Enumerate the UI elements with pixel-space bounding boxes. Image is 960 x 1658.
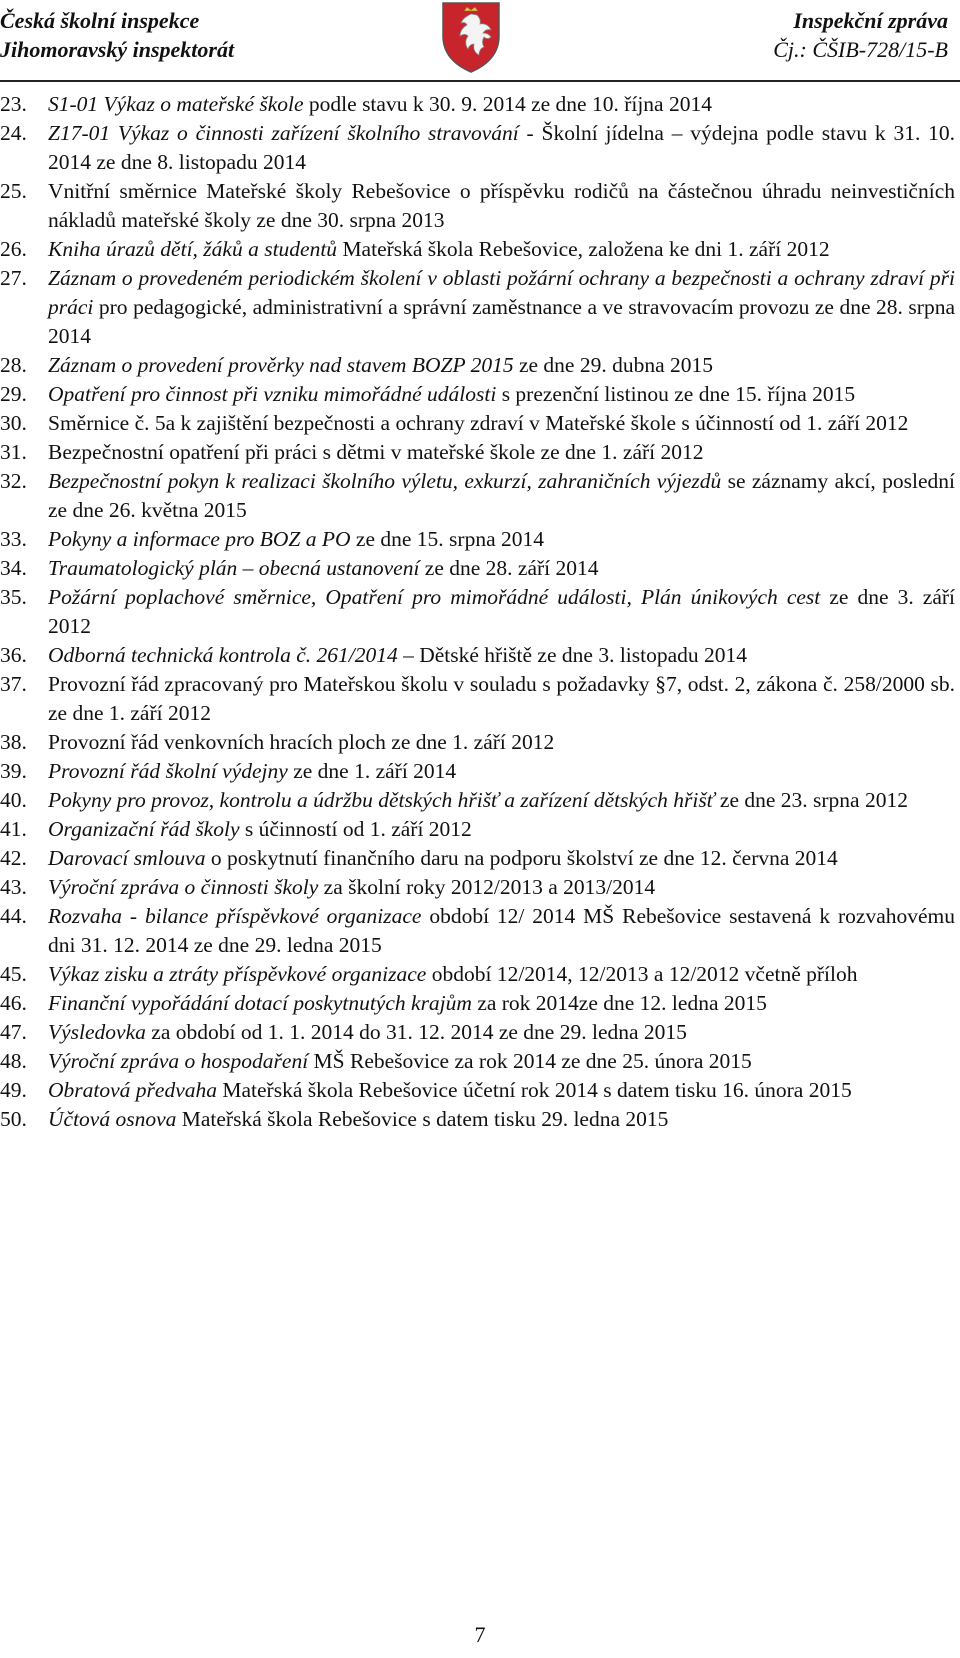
document-details: Mateřská škola Rebešovice účetní rok 2014 s datem tisku 16. února 2015	[217, 1078, 852, 1102]
document-title: Organizační řád školy	[48, 817, 240, 841]
page-header	[0, 0, 960, 88]
document-title: Pokyny a informace pro BOZ a PO	[48, 527, 351, 551]
item-number: 26.	[0, 237, 27, 261]
list-item	[0, 1105, 955, 1134]
document-details: Vnitřní směrnice Mateřské školy Rebešovice o příspěvku rodičů na částečnou úhradu neinvestičních nákladů mateřské školy ze dne 30. srpna 2013	[48, 179, 955, 232]
document-details: ze dne 28. září 2014	[419, 556, 599, 580]
document-title: Provozní řád školní výdejny	[48, 759, 288, 783]
document-details: za období od 1. 1. 2014 do 31. 12. 2014 ze dne 29. ledna 2015	[145, 1020, 687, 1044]
document-details: ze dne 29. dubna 2015	[513, 353, 713, 377]
document-details: se záznamy akcí, poslední ze dne 26. května 2015	[48, 469, 955, 522]
document-title: Výroční zpráva o hospodaření	[48, 1049, 309, 1073]
document-title: Výkaz zisku a ztráty příspěvkové organizace	[48, 962, 427, 986]
document-details: podle stavu k 30. 9. 2014 ze dne 10. října 2014	[303, 92, 712, 116]
document-title: Finanční vypořádání dotací poskytnutých krajům	[48, 991, 472, 1015]
item-number: 39.	[0, 759, 27, 783]
list-item	[0, 1018, 955, 1047]
document-title: Z17-01 Výkaz o činnosti zařízení školního stravování	[48, 121, 519, 145]
document-details: Mateřská škola Rebešovice, založena ke dni 1. září 2012	[337, 237, 830, 261]
document-title: Kniha úrazů dětí, žáků a studentů	[48, 237, 338, 261]
list-item	[0, 844, 955, 873]
page-number: 7	[474, 1622, 486, 1647]
list-item	[0, 525, 955, 554]
document-details: ze dne 15. srpna 2014	[350, 527, 544, 551]
document-details: ze dne 1. září 2014	[287, 759, 457, 783]
item-number: 31.	[0, 440, 27, 464]
document-title: Pokyny pro provoz, kontrolu a údržbu dětských hřišť a zařízení dětských hřišť	[48, 788, 715, 812]
document-details: o poskytnutí finančního daru na podporu školství ze dne 12. června 2014	[205, 846, 838, 870]
item-number: 41.	[0, 817, 27, 841]
document-details: Mateřská škola Rebešovice s datem tisku 29. ledna 2015	[176, 1107, 669, 1131]
list-item	[0, 815, 955, 844]
header-rule	[0, 80, 960, 82]
document-details: za rok 2014ze dne 12. ledna 2015	[471, 991, 767, 1015]
item-number: 38.	[0, 730, 27, 754]
list-item	[0, 873, 955, 902]
document-details: - Školní jídelna – výdejna podle stavu k 31. 10. 2014 ze dne 8. listopadu 2014	[48, 121, 955, 174]
document-details: za školní roky 2012/2013 a 2013/2014	[318, 875, 656, 899]
document-details: ze dne 3. září 2012	[48, 585, 956, 638]
document-title: Záznam o provedeném periodickém školení v oblasti požární ochrany a bezpečnosti a ochrany zdraví při práci	[48, 266, 955, 319]
list-item	[0, 177, 955, 235]
list-item	[0, 90, 955, 119]
document-details: Bezpečnostní opatření při práci s dětmi v mateřské škole ze dne 1. září 2012	[48, 440, 704, 464]
item-number: 27.	[0, 266, 27, 290]
document-title: Výroční zpráva o činnosti školy	[48, 875, 319, 899]
inspectorate-name: Jihomoravský inspektorát	[0, 37, 235, 62]
document-title: Záznam o provedení prověrky nad stavem BOZP 2015	[48, 353, 514, 377]
list-item	[0, 902, 955, 960]
document-title: Opatření pro činnost při vzniku mimořádné události	[48, 382, 497, 406]
item-number: 34.	[0, 556, 27, 580]
item-number: 37.	[0, 672, 27, 696]
list-item	[0, 757, 955, 786]
item-number: 46.	[0, 991, 27, 1015]
document-title: Požární poplachové směrnice, Opatření pro mimořádné události, Plán únikových cest	[48, 585, 821, 609]
document-details: období 12/ 2014 MŠ Rebešovice sestavená k rozvahovému dni 31. 12. 2014 ze dne 29. ledna 2015	[48, 904, 956, 957]
document-details: období 12/2014, 12/2013 a 12/2012 včetně příloh	[426, 962, 858, 986]
item-number: 30.	[0, 411, 27, 435]
item-number: 48.	[0, 1049, 27, 1073]
document-details: Provozní řád venkovních hracích ploch ze dne 1. září 2012	[48, 730, 555, 754]
list-item	[0, 467, 955, 525]
item-number: 25.	[0, 179, 27, 203]
list-item	[0, 989, 955, 1018]
item-number: 32.	[0, 469, 27, 493]
item-number: 24.	[0, 121, 27, 145]
item-number: 28.	[0, 353, 27, 377]
item-number: 47.	[0, 1020, 27, 1044]
document-details: MŠ Rebešovice za rok 2014 ze dne 25. února 2015	[308, 1049, 752, 1073]
item-number: 50.	[0, 1107, 27, 1131]
document-title: Odborná technická kontrola č. 261/2014	[48, 643, 398, 667]
inspection-name: Česká školní inspekce	[0, 8, 200, 33]
report-type: Inspekční zpráva	[793, 8, 948, 33]
list-item	[0, 1047, 955, 1076]
list-item	[0, 409, 955, 438]
list-item	[0, 235, 955, 264]
item-number: 44.	[0, 904, 27, 928]
list-item	[0, 119, 955, 177]
list-item	[0, 554, 955, 583]
list-item	[0, 351, 955, 380]
document-details: s prezenční listinou ze dne 15. října 2015	[496, 382, 856, 406]
item-number: 29.	[0, 382, 27, 406]
item-number: 36.	[0, 643, 27, 667]
item-number: 45.	[0, 962, 27, 986]
item-number: 35.	[0, 585, 27, 609]
document-title: Traumatologický plán – obecná ustanovení	[48, 556, 420, 580]
list-item	[0, 438, 955, 467]
document-details: Směrnice č. 5a k zajištění bezpečnosti a ochrany zdraví v Mateřské škole s účinností od 1. září 2012	[48, 411, 909, 435]
item-number: 43.	[0, 875, 27, 899]
document-title: Darovací smlouva	[48, 846, 206, 870]
document-title: Účtová osnova	[48, 1107, 177, 1131]
list-item	[0, 380, 955, 409]
item-number: 49.	[0, 1078, 27, 1102]
document-details: s účinností od 1. září 2012	[239, 817, 472, 841]
document-title: Výsledovka	[48, 1020, 146, 1044]
list-item	[0, 960, 955, 989]
document-title: Rozvaha - bilance příspěvkové organizace	[48, 904, 422, 928]
item-number: 40.	[0, 788, 27, 812]
document-details: Provozní řád zpracovaný pro Mateřskou školu v souladu s požadavky §7, odst. 2, zákona č. 258/2000 sb. ze dne 1. září 2012	[48, 672, 955, 725]
document-title: S1-01 Výkaz o mateřské škole	[48, 92, 304, 116]
header-right	[773, 6, 948, 64]
list-item	[0, 264, 955, 351]
item-number: 23.	[0, 92, 27, 116]
czech-coat-of-arms-icon	[440, 0, 502, 74]
document-list	[0, 90, 955, 1134]
header-left	[0, 6, 234, 64]
document-details: pro pedagogické, administrativní a správní zaměstnance a ve stravovacím provozu ze dne 28. srpna 2014	[48, 295, 955, 348]
list-item	[0, 641, 955, 670]
document-details: ze dne 23. srpna 2012	[714, 788, 908, 812]
item-number: 42.	[0, 846, 27, 870]
document-details: – Dětské hřiště ze dne 3. listopadu 2014	[397, 643, 748, 667]
reference-number: Čj.: ČŠIB-728/15-B	[773, 37, 948, 62]
list-item	[0, 1076, 955, 1105]
item-number: 33.	[0, 527, 27, 551]
list-item	[0, 786, 955, 815]
list-item	[0, 583, 955, 641]
list-item	[0, 728, 955, 757]
list-item	[0, 670, 955, 728]
document-title: Obratová předvaha	[48, 1078, 217, 1102]
document-title: Bezpečnostní pokyn k realizaci školního výletu, exkurzí, zahraničních výjezdů	[48, 469, 722, 493]
